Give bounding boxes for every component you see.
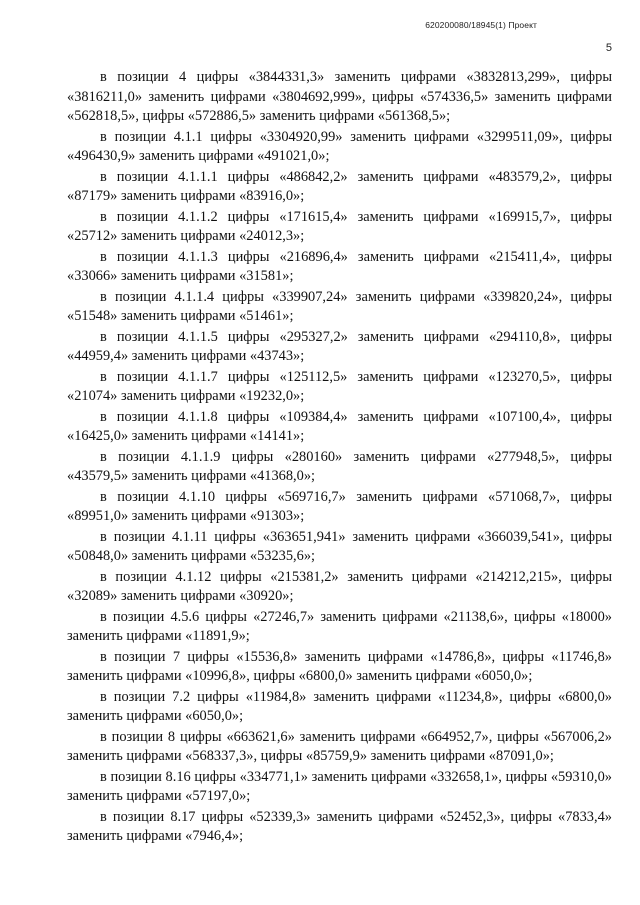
paragraph-position-4-1-1-1: в позиции 4.1.1.1 цифры «486842,2» заменить цифрами «483579,2», цифры «87179» заменить цифрами «83916,0»; <box>67 168 612 205</box>
paragraph-position-4-1-11: в позиции 4.1.11 цифры «363651,941» заменить цифрами «366039,541», цифры «50848,0» заменить цифрами «53235,6»; <box>67 528 612 565</box>
paragraph-position-8-17: в позиции 8.17 цифры «52339,3» заменить цифрами «52452,3», цифры «7833,4» заменить цифрами «7946,4»; <box>67 808 612 845</box>
paragraph-position-4-1-1-4: в позиции 4.1.1.4 цифры «339907,24» заменить цифрами «339820,24», цифры «51548» заменить цифрами «51461»; <box>67 288 612 325</box>
document-body <box>67 68 612 848</box>
document-code: 620200080/18945(1) Проект <box>425 20 537 30</box>
paragraph-position-4-1-1-2: в позиции 4.1.1.2 цифры «171615,4» заменить цифрами «169915,7», цифры «25712» заменить цифрами «24012,3»; <box>67 208 612 245</box>
paragraph-position-4-1-10: в позиции 4.1.10 цифры «569716,7» заменить цифрами «571068,7», цифры «89951,0» заменить цифрами «91303»; <box>67 488 612 525</box>
paragraph-position-4-1-1-9: в позиции 4.1.1.9 цифры «280160» заменить цифрами «277948,5», цифры «43579,5» заменить цифрами «41368,0»; <box>67 448 612 485</box>
paragraph-position-4-1-1-8: в позиции 4.1.1.8 цифры «109384,4» заменить цифрами «107100,4», цифры «16425,0» заменить цифрами «14141»; <box>67 408 612 445</box>
paragraph-position-4: в позиции 4 цифры «3844331,3» заменить цифрами «3832813,299», цифры «3816211,0» заменить цифрами «3804692,999», цифры «574336,5» заменить цифрами «562818,5», цифры «572886,5» заменить цифрами «561368,5»; <box>67 69 612 125</box>
paragraph-position-4-1-1-5: в позиции 4.1.1.5 цифры «295327,2» заменить цифрами «294110,8», цифры «44959,4» заменить цифрами «43743»; <box>67 328 612 365</box>
page-number: 5 <box>605 42 612 54</box>
paragraph-position-4-5-6: в позиции 4.5.6 цифры «27246,7» заменить цифрами «21138,6», цифры «18000» заменить цифрами «11891,9»; <box>67 608 612 645</box>
paragraph-position-4-1-1-7: в позиции 4.1.1.7 цифры «125112,5» заменить цифрами «123270,5», цифры «21074» заменить цифрами «19232,0»; <box>67 368 612 405</box>
paragraph-position-4-1-1-3: в позиции 4.1.1.3 цифры «216896,4» заменить цифрами «215411,4», цифры «33066» заменить цифрами «31581»; <box>67 248 612 285</box>
paragraph-position-7: в позиции 7 цифры «15536,8» заменить цифрами «14786,8», цифры «11746,8» заменить цифрами «10996,8», цифры «6800,0» заменить цифрами «6050,0»; <box>67 648 612 685</box>
paragraph-position-4-1-12: в позиции 4.1.12 цифры «215381,2» заменить цифрами «214212,215», цифры «32089» заменить цифрами «30920»; <box>67 568 612 605</box>
paragraph-position-7-2: в позиции 7.2 цифры «11984,8» заменить цифрами «11234,8», цифры «6800,0» заменить цифрами «6050,0»; <box>67 688 612 725</box>
paragraph-position-8: в позиции 8 цифры «663621,6» заменить цифрами «664952,7», цифры «567006,2» заменить цифрами «568337,3», цифры «85759,9» заменить цифрами «87091,0»; <box>67 728 612 765</box>
paragraph-position-4-1-1: в позиции 4.1.1 цифры «3304920,99» заменить цифрами «3299511,09», цифры «496430,9» заменить цифрами «491021,0»; <box>67 128 612 165</box>
paragraph-position-8-16: в позиции 8.16 цифры «334771,1» заменить цифрами «332658,1», цифры «59310,0» заменить цифрами «57197,0»; <box>67 768 612 805</box>
